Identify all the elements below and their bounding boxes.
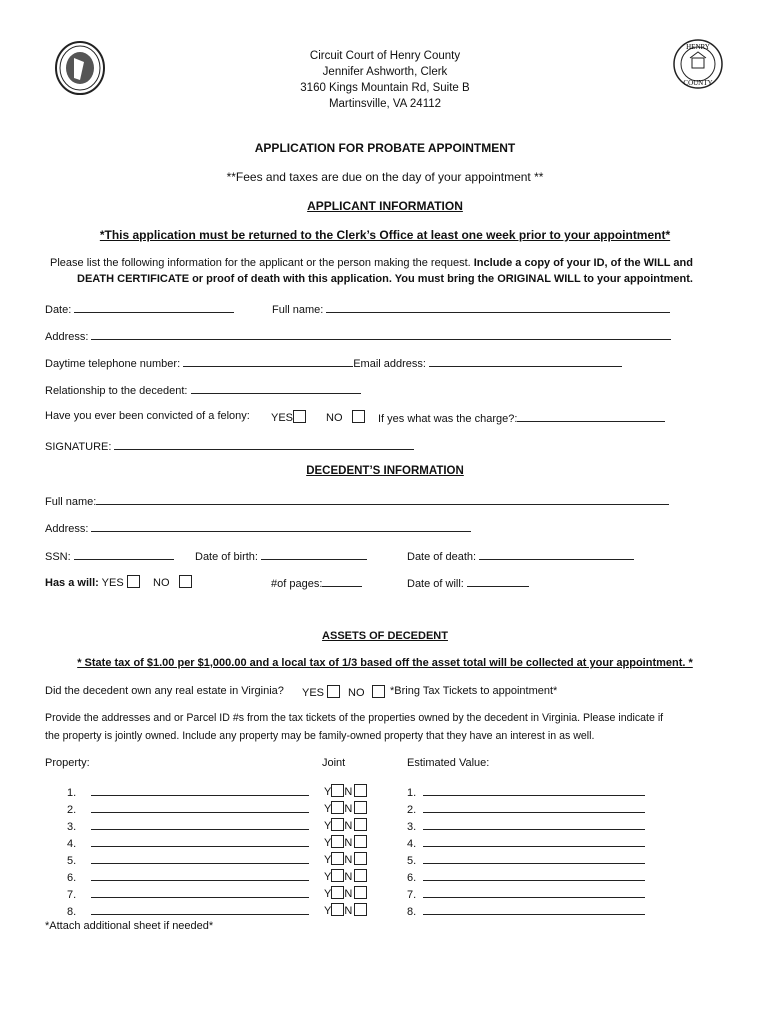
decedent-full-name-line[interactable] [96, 493, 669, 505]
property-row [67, 852, 309, 867]
clerk-name: Jennifer Ashworth, Clerk [322, 66, 448, 78]
property-address-line[interactable] [91, 784, 309, 796]
fees-note: **Fees and taxes are due on the day of your appointment ** [226, 170, 544, 184]
joint-n-label: N [344, 837, 353, 849]
joint-row [324, 801, 367, 815]
instructions-plain: Please list the following information for the applicant or the person making the request. [50, 257, 474, 269]
joint-row [324, 886, 367, 900]
joint-y-checkbox[interactable] [331, 903, 344, 916]
joint-row [324, 903, 367, 917]
date-label: Date: [45, 304, 72, 316]
attach-note: *Attach additional sheet if needed* [45, 920, 214, 932]
court-name: Circuit Court of Henry County [309, 50, 461, 62]
dod-label: Date of death: [407, 551, 477, 563]
value-row [407, 801, 645, 816]
instructions-line2: DEATH CERTIFICATE or proof of death with this application. You must bring the ORIGINAL WILL to your appointment. [77, 273, 693, 285]
joint-column-header: Joint [322, 757, 346, 769]
email-label: Email address: [353, 358, 426, 370]
estimated-value-line[interactable] [423, 852, 645, 864]
property-row [67, 801, 309, 816]
decedent-full-name-field[interactable] [45, 493, 669, 508]
felony-question [45, 410, 250, 422]
real-estate-yes-label: YES [302, 687, 325, 699]
joint-y-checkbox[interactable] [331, 835, 344, 848]
property-column-header: Property: [45, 757, 90, 769]
estimated-value-line[interactable] [423, 835, 645, 847]
date-of-will-line[interactable] [467, 575, 529, 587]
joint-y-label: Y [324, 786, 332, 798]
value-row-number: 1. [407, 787, 417, 799]
joint-y-checkbox[interactable] [331, 852, 344, 865]
joint-n-label: N [344, 854, 353, 866]
real-estate-no-checkbox[interactable] [372, 685, 385, 698]
joint-y-checkbox[interactable] [331, 886, 344, 899]
property-row [67, 784, 309, 799]
decedent-heading: DECEDENT’S INFORMATION [306, 465, 464, 477]
joint-y-label: Y [324, 854, 332, 866]
joint-n-label: N [344, 905, 353, 917]
property-row-number: 6. [67, 872, 77, 884]
date-line[interactable] [74, 301, 234, 313]
court-address-line1: 3160 Kings Mountain Rd, Suite B [300, 82, 470, 94]
felony-no-label: NO [326, 412, 343, 424]
assets-heading: ASSETS OF DECEDENT [322, 630, 448, 642]
charge-label: If yes what was the charge?: [378, 413, 518, 425]
felony-label: Have you ever been convicted of a felony: [45, 410, 250, 422]
will-no-option[interactable] [153, 575, 192, 589]
estimated-value-line[interactable] [423, 903, 645, 915]
decedent-address-label: Address: [45, 523, 89, 535]
joint-y-checkbox[interactable] [331, 801, 344, 814]
instructions-bold: Include a copy of your ID, of the WILL and [473, 257, 693, 269]
pages-label: #of pages: [271, 578, 323, 590]
property-row-number: 4. [67, 838, 77, 850]
will-no-checkbox[interactable] [179, 575, 192, 588]
value-row [407, 886, 645, 901]
phone-field[interactable] [45, 355, 622, 370]
joint-row [324, 784, 367, 798]
value-row-number: 3. [407, 821, 417, 833]
value-row [407, 818, 645, 833]
address-field[interactable] [45, 328, 671, 343]
dod-field[interactable] [407, 548, 634, 563]
property-row-number: 3. [67, 821, 77, 833]
joint-n-checkbox[interactable] [354, 818, 367, 831]
joint-n-label: N [344, 871, 353, 883]
joint-y-label: Y [324, 837, 332, 849]
joint-n-checkbox[interactable] [354, 784, 367, 797]
joint-n-label: N [344, 803, 353, 815]
joint-n-label: N [344, 786, 353, 798]
signature-line[interactable] [114, 438, 414, 450]
property-address-line[interactable] [91, 886, 309, 898]
property-address-line[interactable] [91, 852, 309, 864]
joint-y-checkbox[interactable] [331, 784, 344, 797]
property-address-line[interactable] [91, 869, 309, 881]
will-no-label: NO [153, 577, 170, 589]
tax-note: * State tax of $1.00 per $1,000.00 and a local tax of 1/3 based off the asset total will be collected at your appointment. * [77, 657, 693, 669]
value-row [407, 903, 645, 918]
real-estate-label: Did the decedent own any real estate in Virginia? [45, 685, 284, 697]
property-row [67, 835, 309, 850]
estimated-value-line[interactable] [423, 801, 645, 813]
email-line[interactable] [429, 355, 622, 367]
joint-y-checkbox[interactable] [331, 818, 344, 831]
applicant-heading: APPLICANT INFORMATION [307, 199, 463, 213]
pages-field[interactable] [271, 575, 362, 590]
address-line[interactable] [91, 328, 671, 340]
signature-label: SIGNATURE: [45, 441, 112, 453]
dob-line[interactable] [261, 548, 367, 560]
instructions-line1 [50, 257, 693, 269]
value-row-number: 5. [407, 855, 417, 867]
return-note: *This application must be returned to the Clerk’s Office at least one week prior to your appointment* [99, 228, 671, 242]
property-address-line[interactable] [91, 801, 309, 813]
estimated-value-line[interactable] [423, 784, 645, 796]
ssn-line[interactable] [74, 548, 174, 560]
property-row [67, 886, 309, 901]
joint-y-checkbox[interactable] [331, 869, 344, 882]
court-address-line2: Martinsville, VA 24112 [328, 98, 442, 110]
value-row [407, 869, 645, 884]
property-address-line[interactable] [91, 835, 309, 847]
real-estate-yes-checkbox[interactable] [327, 685, 340, 698]
has-will-field [45, 575, 140, 589]
joint-n-label: N [344, 888, 353, 900]
will-yes-checkbox[interactable] [127, 575, 140, 588]
property-row-number: 8. [67, 906, 77, 918]
value-row [407, 784, 645, 799]
property-address-line[interactable] [91, 818, 309, 830]
has-will-label: Has a will: [45, 577, 99, 589]
ssn-label: SSN: [45, 551, 71, 563]
provide-line1: Provide the addresses and or Parcel ID #s from the tax tickets of the properties owned by the decedent in Virginia. Please indicate if [45, 712, 664, 724]
value-row [407, 835, 645, 850]
property-row-number: 2. [67, 804, 77, 816]
joint-row [324, 818, 367, 832]
estimated-value-line[interactable] [423, 869, 645, 881]
value-row-number: 8. [407, 906, 417, 918]
relationship-field[interactable] [45, 382, 361, 397]
joint-n-label: N [344, 820, 353, 832]
joint-n-checkbox[interactable] [354, 886, 367, 899]
property-row-number: 1. [67, 787, 77, 799]
dob-label: Date of birth: [195, 551, 258, 563]
decedent-address-line[interactable] [91, 520, 471, 532]
felony-yes-option[interactable] [271, 410, 306, 424]
joint-row [324, 835, 367, 849]
ssn-field[interactable] [45, 548, 174, 563]
full-name-line[interactable] [326, 301, 670, 313]
dob-field[interactable] [195, 548, 367, 563]
charge-line[interactable] [517, 410, 665, 422]
provide-line2: the property is jointly owned. Include any property may be family-owned property that they have an interest in as well. [45, 730, 595, 742]
joint-n-checkbox[interactable] [354, 801, 367, 814]
relationship-line[interactable] [191, 382, 361, 394]
joint-row [324, 852, 367, 866]
svg-text:HENRY: HENRY [686, 43, 710, 51]
property-row [67, 903, 309, 918]
property-row-number: 7. [67, 889, 77, 901]
property-address-line[interactable] [91, 903, 309, 915]
joint-n-checkbox[interactable] [354, 903, 367, 916]
pages-line[interactable] [322, 575, 362, 587]
property-row-number: 5. [67, 855, 77, 867]
value-row-number: 6. [407, 872, 417, 884]
phone-line[interactable] [183, 355, 353, 367]
real-estate-no-option[interactable] [348, 685, 385, 699]
joint-n-checkbox[interactable] [354, 869, 367, 882]
value-row [407, 852, 645, 867]
date-of-will-label: Date of will: [407, 578, 464, 590]
decedent-address-field[interactable] [45, 520, 471, 535]
joint-n-checkbox[interactable] [354, 835, 367, 848]
value-row-number: 4. [407, 838, 417, 850]
will-yes-label: YES [101, 577, 124, 589]
felony-no-option[interactable] [326, 410, 365, 424]
estimated-value-line[interactable] [423, 886, 645, 898]
joint-y-label: Y [324, 820, 332, 832]
joint-y-label: Y [324, 871, 332, 883]
joint-y-label: Y [324, 905, 332, 917]
svg-text:COUNTY: COUNTY [683, 79, 713, 87]
joint-y-label: Y [324, 888, 332, 900]
full-name-label: Full name: [272, 304, 324, 316]
value-column-header: Estimated Value: [407, 757, 490, 769]
joint-y-label: Y [324, 803, 332, 815]
real-estate-question [45, 685, 284, 697]
date-field[interactable] [45, 301, 234, 316]
joint-n-checkbox[interactable] [354, 852, 367, 865]
felony-yes-label: YES [271, 412, 294, 424]
joint-row [324, 869, 367, 883]
full-name-field[interactable] [272, 301, 670, 316]
charge-field[interactable] [378, 410, 665, 425]
date-of-will-field[interactable] [407, 575, 529, 590]
real-estate-no-label: NO [348, 687, 365, 699]
estimated-value-line[interactable] [423, 818, 645, 830]
tax-tickets-note: *Bring Tax Tickets to appointment* [390, 685, 558, 697]
property-row [67, 818, 309, 833]
decedent-full-name-label: Full name: [45, 496, 97, 508]
dod-line[interactable] [479, 548, 634, 560]
property-row [67, 869, 309, 884]
phone-label: Daytime telephone number: [45, 358, 181, 370]
relationship-label: Relationship to the decedent: [45, 385, 188, 397]
felony-no-checkbox[interactable] [352, 410, 365, 423]
signature-field[interactable] [45, 438, 414, 453]
real-estate-yes-option[interactable] [302, 685, 340, 699]
court-header [0, 48, 770, 112]
address-label: Address: [45, 331, 89, 343]
value-row-number: 7. [407, 889, 417, 901]
value-row-number: 2. [407, 804, 417, 816]
felony-yes-checkbox[interactable] [293, 410, 306, 423]
form-title: APPLICATION FOR PROBATE APPOINTMENT [254, 141, 516, 155]
